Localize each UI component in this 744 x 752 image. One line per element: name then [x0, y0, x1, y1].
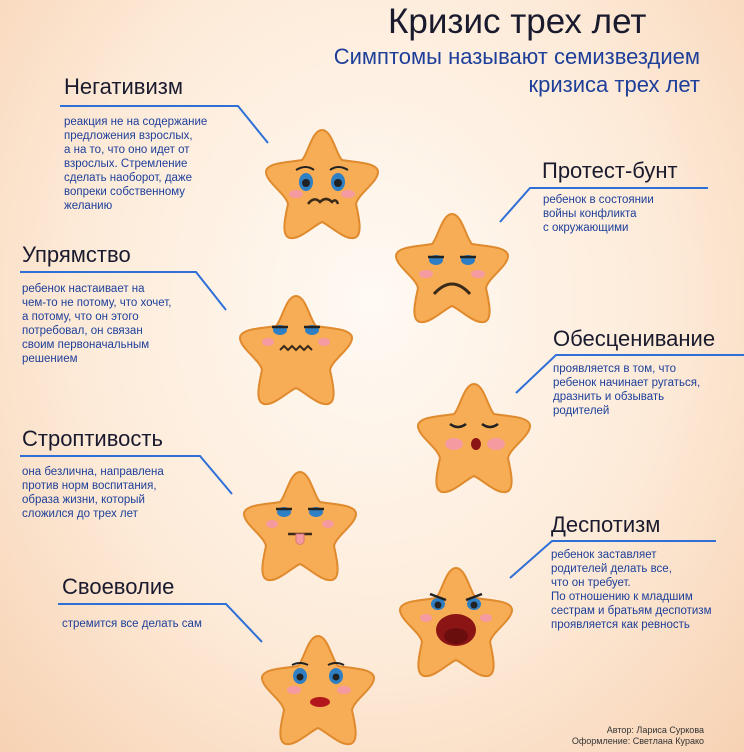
desc-line: сестрам и братьям деспотизм	[551, 605, 712, 617]
credits	[572, 725, 704, 747]
cheek	[341, 190, 355, 198]
desc-devaluation	[553, 362, 700, 418]
desc-line: войны конфликта	[543, 208, 637, 220]
cheek	[266, 520, 278, 528]
desc-line: ребенок начинает ругаться,	[553, 377, 701, 389]
desc-line: реакция не на содержание	[64, 116, 208, 128]
cheek	[318, 338, 330, 346]
cheek	[480, 614, 492, 622]
star-devaluation	[414, 378, 534, 494]
star-despotism	[396, 562, 516, 678]
cheek	[471, 270, 485, 278]
desc-line: она безлична, направлена	[22, 466, 164, 478]
heading-protest: Протест-бунт	[542, 158, 678, 183]
heading-willfulness: Своеволие	[62, 574, 175, 599]
desc-line: родителей делать все,	[551, 563, 672, 575]
cheek	[287, 686, 301, 694]
desc-line: своим первоначальным	[22, 339, 150, 351]
desc-line: образа жизни, который	[22, 494, 145, 506]
star-protest	[392, 208, 512, 324]
desc-protest	[543, 193, 654, 235]
star-stubbornness	[236, 290, 356, 406]
desc-line: потребовал, он связан	[22, 325, 143, 337]
desc-stubbornness	[22, 282, 171, 366]
subtitle-line-1: Симптомы называют семизвездием	[333, 44, 700, 69]
desc-line: ребенок заставляет	[551, 549, 657, 561]
desc-line: сложился до трех лет	[22, 508, 138, 520]
heading-obstinacy: Строптивость	[22, 426, 163, 451]
desc-line: родителей	[553, 405, 610, 417]
desc-line: а потому, что он этого	[22, 311, 139, 323]
cheek	[419, 270, 433, 278]
heading-devaluation: Обесценивание	[553, 326, 716, 351]
star-negativism	[262, 124, 382, 240]
desc-line: проявляется в том, что	[553, 363, 677, 375]
desc-line: вопреки собственному	[64, 186, 186, 198]
page-title: Кризис трех лет	[388, 2, 647, 41]
desc-line: с окружающими	[543, 222, 629, 234]
desc-line: чем-то не потому, что хочет,	[22, 297, 172, 309]
heading-negativism: Негативизм	[64, 74, 183, 99]
cheek	[487, 438, 505, 450]
desc-negativism	[64, 115, 207, 213]
credit-design: Оформление: Светлана Курако	[571, 736, 704, 746]
cheek	[289, 190, 303, 198]
mouth	[310, 697, 330, 707]
heading-despotism: Деспотизм	[551, 512, 661, 537]
desc-line: решением	[22, 353, 78, 365]
desc-line: взрослых. Стремление	[64, 158, 188, 170]
desc-line: против норм воспитания,	[22, 480, 157, 492]
desc-line: стремится все делать сам	[62, 618, 202, 630]
desc-line: что он требует.	[551, 577, 631, 589]
subtitle-line-2: кризиса трех лет	[528, 72, 700, 97]
desc-line: По отношению к младшим	[551, 591, 693, 603]
mouth	[471, 438, 481, 450]
heading-stubbornness: Упрямство	[22, 242, 131, 267]
tongue	[296, 534, 304, 545]
desc-line: сделать наоборот, даже	[64, 172, 193, 184]
desc-line: желанию	[64, 200, 113, 212]
desc-line: а на то, что оно идет от	[64, 144, 190, 156]
desc-willfulness	[62, 617, 202, 631]
desc-despotism	[551, 548, 711, 632]
cheek	[420, 614, 432, 622]
desc-line: предложения взрослых,	[64, 130, 193, 142]
credit-author: Автор: Лариса Суркова	[606, 725, 704, 735]
desc-line: проявляется как ревность	[551, 619, 690, 631]
cheek	[445, 438, 463, 450]
star-obstinacy	[240, 466, 360, 582]
star-willfulness	[258, 630, 378, 746]
cheek	[337, 686, 351, 694]
desc-line: дразнить и обзывать	[553, 391, 665, 403]
desc-obstinacy	[22, 465, 164, 521]
cheek	[262, 338, 274, 346]
cheek	[322, 520, 334, 528]
desc-line: ребенок настаивает на	[22, 283, 145, 295]
desc-line: ребенок в состоянии	[543, 194, 654, 206]
